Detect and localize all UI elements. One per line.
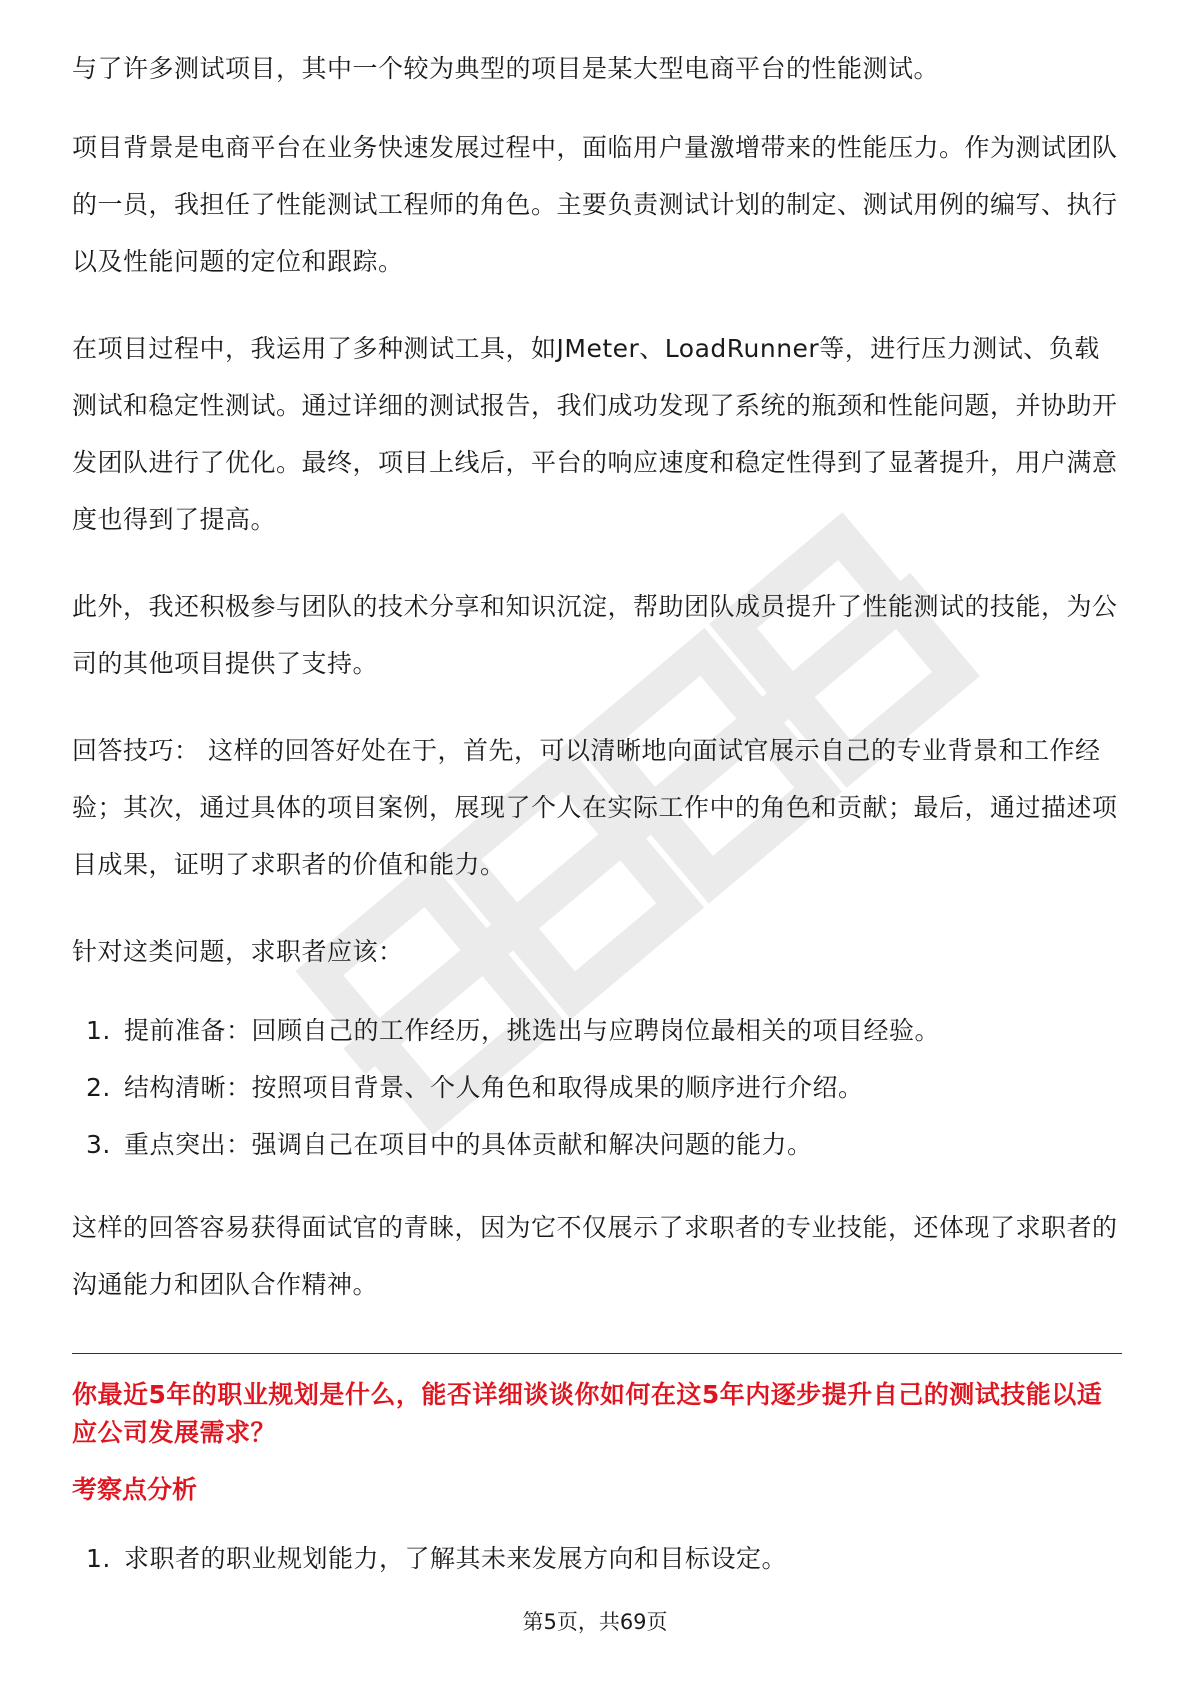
list-number: 1. (86, 1016, 111, 1045)
list-number: 2. (86, 1073, 111, 1102)
paragraph-intro: 与了许多测试项目，其中一个较为典型的项目是某大型电商平台的性能测试。 (72, 54, 940, 83)
analysis-list (72, 1530, 1122, 1587)
paragraph-extra: 此外，我还积极参与团队的技术分享和知识沉淀，帮助团队成员提升了性能测试的技能，为公司的其他项目提供了支持。 (72, 592, 1118, 678)
section-divider (72, 1353, 1122, 1354)
paragraph-conclusion: 这样的回答容易获得面试官的青睐，因为它不仅展示了求职者的专业技能，还体现了求职者的沟通能力和团队合作精神。 (72, 1213, 1118, 1299)
list-item-text: 求职者的职业规划能力，了解其未来发展方向和目标设定。 (124, 1544, 788, 1573)
analysis-heading: 考察点分析 (72, 1475, 198, 1504)
advice-list (72, 1002, 1122, 1173)
list-item (72, 1116, 1122, 1173)
list-item (72, 1530, 1122, 1587)
page-footer: 第5页，共69页 (522, 1610, 668, 1634)
interview-question: 你最近5年的职业规划是什么，能否详细谈谈你如何在这5年内逐步提升自己的测试技能以适应公司发展需求？ (72, 1380, 1103, 1447)
list-item (72, 1002, 1122, 1059)
list-number: 1. (86, 1544, 111, 1573)
list-item-text: 结构清晰：按照项目背景、个人角色和取得成果的顺序进行介绍。 (124, 1073, 864, 1102)
list-item-text: 提前准备：回顾自己的工作经历，挑选出与应聘岗位最相关的项目经验。 (124, 1016, 941, 1045)
list-item-text: 重点突出：强调自己在项目中的具体贡献和解决问题的能力。 (124, 1130, 813, 1159)
paragraph-process: 在项目过程中，我运用了多种测试工具，如JMeter、LoadRunner等，进行压力测试、负载测试和稳定性测试。通过详细的测试报告，我们成功发现了系统的瓶颈和性能问题，并协助开发团队进行了优化。最终，项目上线后，平台的响应速度和稳定性得到了显著提升，用户满意度也得到了提高。 (72, 334, 1118, 534)
main-content (72, 40, 1122, 1587)
list-number: 3. (86, 1130, 111, 1159)
list-item (72, 1059, 1122, 1116)
paragraph-background: 项目背景是电商平台在业务快速发展过程中，面临用户量激增带来的性能压力。作为测试团队的一员，我担任了性能测试工程师的角色。主要负责测试计划的制定、测试用例的编写、执行以及性能问题的定位和跟踪。 (72, 133, 1118, 276)
paragraph-advice-lead: 针对这类问题，求职者应该： (72, 937, 404, 966)
paragraph-tips: 回答技巧： 这样的回答好处在于，首先，可以清晰地向面试官展示自己的专业背景和工作经验；其次，通过具体的项目案例，展现了个人在实际工作中的角色和贡献；最后，通过描述项目成果，证明了求职者的价值和能力。 (72, 736, 1118, 879)
